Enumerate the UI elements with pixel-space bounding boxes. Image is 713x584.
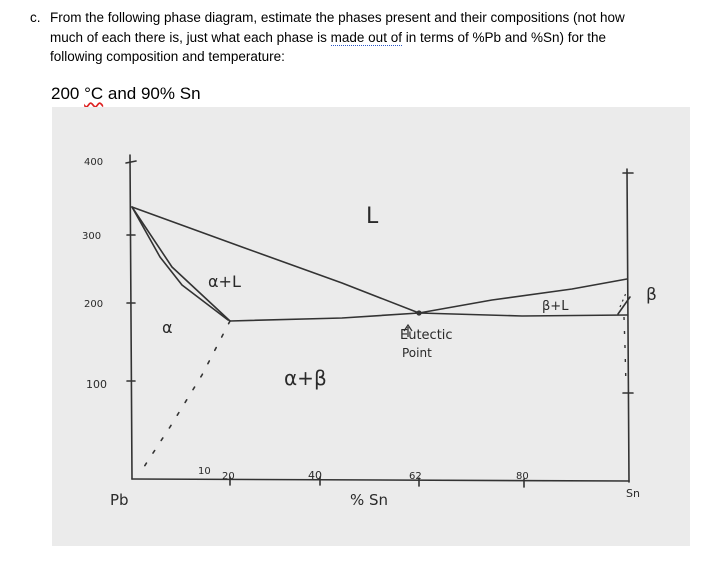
region-label-beta-liquid: β+L bbox=[542, 299, 569, 314]
question-line-3: following composition and temperature: bbox=[50, 49, 285, 64]
region-label-liquid: L bbox=[366, 204, 379, 229]
alpha-solvus-dashed-line bbox=[140, 321, 230, 473]
eutectic-isotherm-line bbox=[230, 313, 627, 321]
y-label-400: 400 bbox=[84, 157, 104, 168]
x-label-80: 80 bbox=[516, 471, 529, 482]
y-tick-400 bbox=[126, 161, 136, 163]
question-label: c. bbox=[30, 10, 41, 25]
phase-diagram-figure bbox=[52, 107, 690, 546]
liquidus-right-line bbox=[419, 279, 627, 313]
x-label-40: 40 bbox=[308, 469, 322, 482]
x-label-10: 10 bbox=[198, 466, 211, 477]
phase-diagram-svg bbox=[52, 107, 690, 546]
right-axis-line bbox=[627, 169, 629, 482]
region-label-alpha-liquid: α+L bbox=[208, 272, 241, 291]
condition-composition: and 90% Sn bbox=[103, 84, 201, 103]
condition-temperature: 200 bbox=[51, 84, 85, 103]
x-label-62: 62 bbox=[409, 471, 422, 482]
eutectic-label-line-1: Eutectic bbox=[400, 328, 453, 343]
condition-degree-unit: °C bbox=[84, 84, 104, 103]
x-label-20: 20 bbox=[222, 471, 235, 482]
y-label-300: 300 bbox=[82, 231, 102, 242]
y-label-100: 100 bbox=[86, 378, 107, 391]
x-axis-label: % Sn bbox=[350, 491, 389, 509]
question-line-2-start: much of each there is, just what each phase is bbox=[50, 29, 331, 45]
question-line-2 bbox=[50, 28, 690, 48]
left-axis-line bbox=[130, 155, 132, 479]
y-label-200: 200 bbox=[84, 299, 104, 310]
question-line-2-end: in terms of %Pb and %Sn) for the bbox=[401, 29, 607, 45]
region-label-alpha-beta: α+β bbox=[284, 366, 327, 390]
beta-solvus-dashed-line bbox=[624, 317, 626, 387]
question-text bbox=[50, 8, 690, 67]
given-condition bbox=[51, 84, 201, 104]
eutectic-label-line-2: Point bbox=[402, 346, 432, 360]
pb-label: Pb bbox=[110, 491, 129, 509]
dotted-underline-text: made out of bbox=[330, 29, 402, 45]
sn-label: Sn bbox=[626, 487, 640, 500]
question-line-1: From the following phase diagram, estimate the phases present and their compositions (not how bbox=[50, 10, 625, 25]
region-label-beta: β bbox=[646, 285, 657, 305]
bottom-axis-line bbox=[132, 479, 629, 481]
eutectic-point-marker bbox=[416, 310, 421, 315]
region-label-alpha: α bbox=[162, 318, 173, 337]
